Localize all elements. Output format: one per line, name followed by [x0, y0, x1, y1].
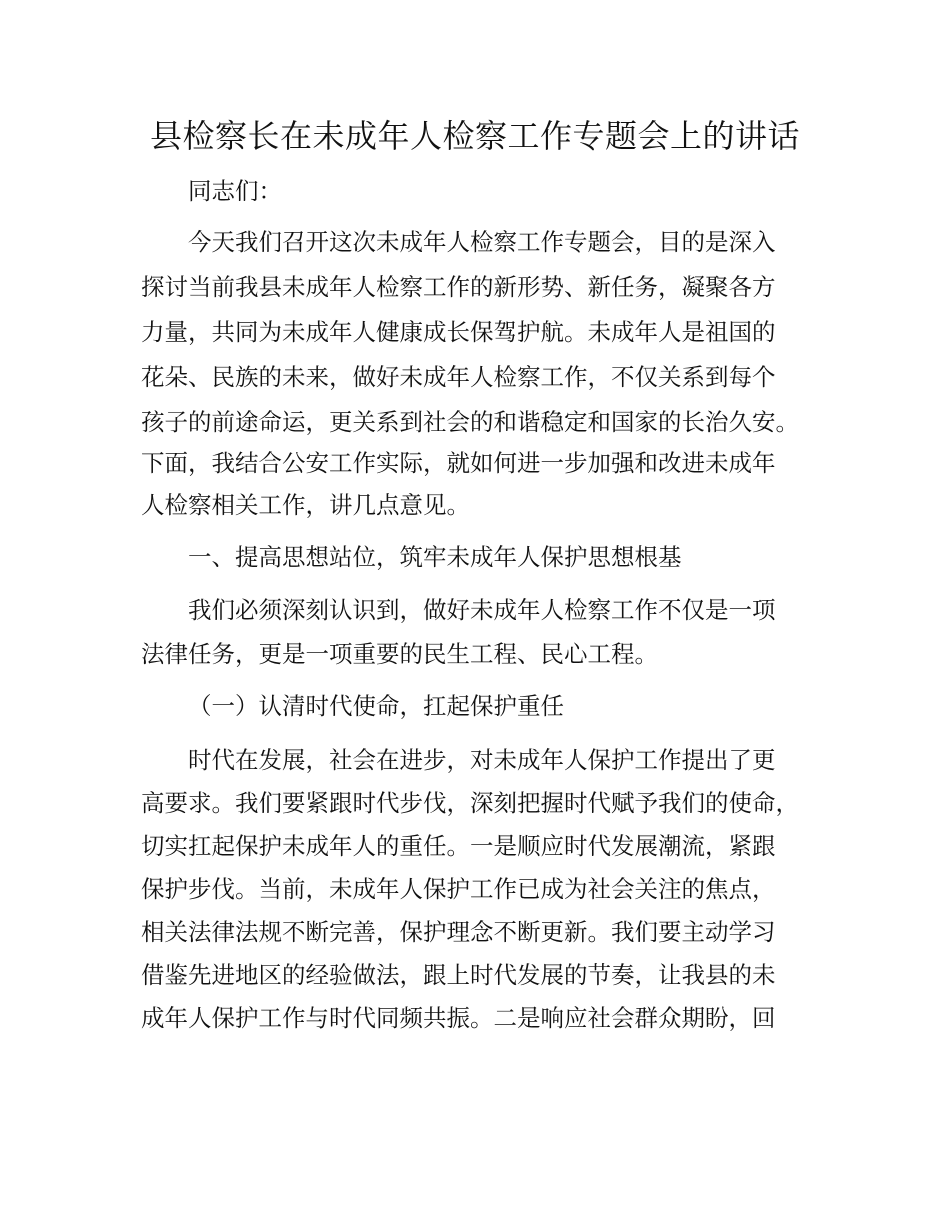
paragraph-line: 花朵、民族的未来，做好未成年人检察工作，不仅关系到每个 — [141, 363, 776, 391]
paragraph-line: 下面，我结合公安工作实际，就如何进一步加强和改进未成年 — [141, 449, 776, 477]
paragraph-line: 高要求。我们要紧跟时代步伐，深刻把握时代赋予我们的使命， — [141, 789, 799, 817]
paragraph-line: 相关法律法规不断完善，保护理念不断更新。我们要主动学习 — [141, 918, 776, 946]
paragraph-line: 切实扛起保护未成年人的重任。一是顺应时代发展潮流，紧跟 — [141, 832, 776, 860]
paragraph-line: 人检察相关工作，讲几点意见。 — [141, 491, 470, 519]
paragraph-line: 力量，共同为未成年人健康成长保驾护航。未成年人是祖国的 — [141, 318, 776, 346]
paragraph-line: 成年人保护工作与时代同频共振。二是响应社会群众期盼，回 — [141, 1004, 776, 1032]
salutation: 同志们： — [188, 177, 282, 205]
paragraph-line: 今天我们召开这次未成年人检察工作专题会，目的是深入 — [188, 228, 776, 256]
paragraph-line: 时代在发展，社会在进步，对未成年人保护工作提出了更 — [188, 746, 776, 774]
section-heading: 一、提高思想站位，筑牢未成年人保护思想根基 — [188, 543, 682, 571]
subsection-heading: （一）认清时代使命，扛起保护重任 — [188, 692, 564, 720]
document-title: 县检察长在未成年人检察工作专题会上的讲话 — [149, 117, 800, 155]
paragraph-line: 我们必须深刻认识到，做好未成年人检察工作不仅是一项 — [188, 596, 776, 624]
paragraph-line: 借鉴先进地区的经验做法，跟上时代发展的节奏，让我县的未 — [141, 961, 776, 989]
paragraph-line: 保护步伐。当前，未成年人保护工作已成为社会关注的焦点， — [141, 875, 776, 903]
paragraph-line: 法律任务，更是一项重要的民生工程、民心工程。 — [141, 640, 658, 668]
paragraph-line: 孩子的前途命运，更关系到社会的和谐稳定和国家的长治久安。 — [141, 408, 799, 436]
paragraph-line: 探讨当前我县未成年人检察工作的新形势、新任务，凝聚各方 — [141, 273, 776, 301]
